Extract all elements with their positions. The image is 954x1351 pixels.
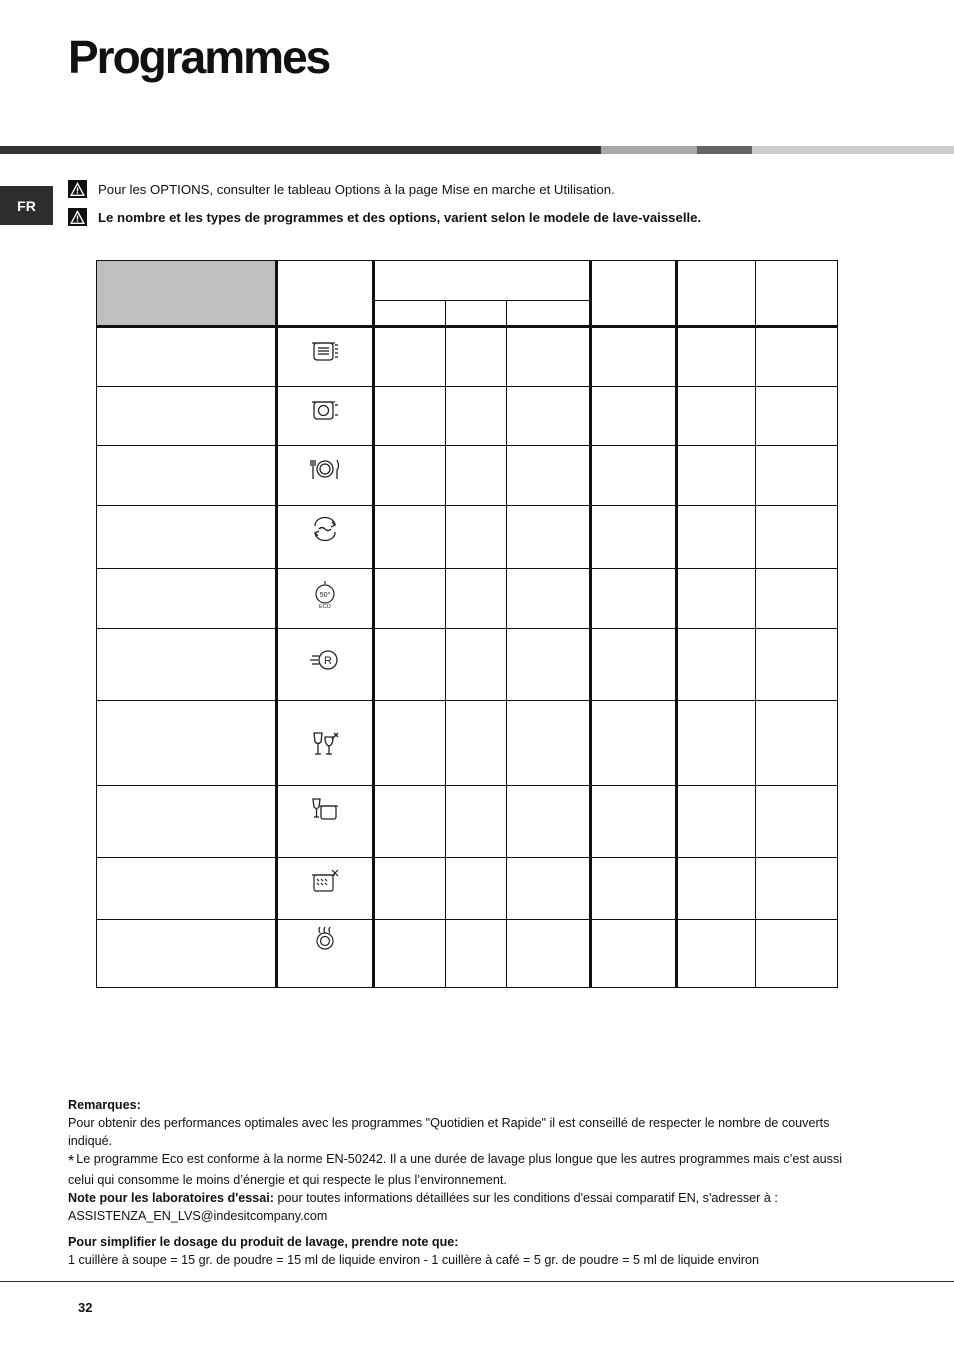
data-cell [374,327,446,387]
header-program-cell [97,261,277,327]
normal-pot-icon [310,397,340,423]
data-cell [374,701,446,786]
data-cell [591,327,677,387]
header-rule-pale [752,146,954,154]
data-cell [591,506,677,569]
header-cell [677,261,756,327]
data-cell [756,920,838,988]
delicate-glasses-icon [310,729,340,759]
program-name-cell [97,387,277,446]
data-cell [591,786,677,858]
table-header-row [97,261,838,301]
data-cell [677,327,756,387]
footnote-star: * [68,1153,75,1170]
data-cell [507,327,591,387]
data-cell [677,569,756,629]
data-cell [756,506,838,569]
lab-note [68,1189,848,1225]
data-cell [756,629,838,701]
subheader-cell [374,301,446,327]
data-cell [756,446,838,506]
options-warning [68,180,615,198]
data-cell [374,387,446,446]
program-name-cell [97,569,277,629]
data-cell [756,569,838,629]
data-cell [446,920,507,988]
daily-plate-cutlery-icon [309,456,341,482]
data-cell [677,858,756,920]
data-cell [677,920,756,988]
eco-note-text: Le programme Eco est conforme à la norme EN-50242. Il a une durée de lavage plus longue que les autres programmes mais c’est aussi celui qui consomme le moins d’énergie et qui respecte le plus l’environnement. [68,1152,843,1187]
data-cell [591,920,677,988]
data-cell [446,327,507,387]
header-rule-light [601,146,697,154]
header-rule-dark [0,146,601,154]
data-cell [507,858,591,920]
data-cell [591,569,677,629]
data-cell [446,786,507,858]
data-cell [507,506,591,569]
program-name-cell [97,506,277,569]
model-warning [68,208,701,226]
page-title: Programmes [68,31,330,83]
table-row [97,446,838,506]
subheader-cell [507,301,591,327]
data-cell [756,387,838,446]
program-symbol-cell [277,387,374,446]
data-cell [756,327,838,387]
program-symbol-cell [277,858,374,920]
data-cell [591,701,677,786]
program-name-cell [97,920,277,988]
header-rule-mid [697,146,752,154]
data-cell [507,387,591,446]
svg-text:50°: 50° [319,592,331,599]
subheader-cell [446,301,507,327]
program-name-cell [97,327,277,387]
warning-text: Le nombre et les types de programmes et des options, varient selon le modele de lave-vaisselle. [98,209,702,225]
table-row [97,506,838,569]
header-cell [756,261,838,327]
quick-wash-cycle-icon [310,516,340,542]
data-cell [591,858,677,920]
program-name-cell [97,446,277,506]
data-cell [374,786,446,858]
data-cell [677,701,756,786]
spacer [68,1225,848,1233]
program-symbol-cell [277,701,374,786]
data-cell [756,858,838,920]
program-symbol-cell [277,446,374,506]
notes-section [68,1096,848,1269]
hygiene-steam-icon [312,924,338,952]
table-row [97,629,838,701]
programs-table [96,260,838,988]
warning-triangle-icon [68,180,87,198]
header-symbol-cell [277,261,374,327]
data-cell [446,569,507,629]
soak-prewash-icon [310,868,340,896]
data-cell [374,569,446,629]
eco-50-icon [312,579,338,609]
dosage-text: 1 cuillère à soupe = 15 gr. de poudre = 15 ml de liquide environ - 1 cuillère à café = 5 gr. de poudre = 5 ml de liquide environ [68,1253,760,1267]
data-cell [446,506,507,569]
header-cell [591,261,677,327]
program-symbol-cell [277,920,374,988]
data-cell [446,446,507,506]
data-cell [507,786,591,858]
data-cell [756,701,838,786]
program-symbol-cell [277,629,374,701]
data-cell [446,701,507,786]
footer-rule [0,1281,954,1282]
intensive-pot-icon [310,338,340,364]
lab-note-text: pour toutes informations détaillées sur les conditions d'essai comparatif EN, s'adresser à : ASSISTENZA_EN_LVS@indesitcompany.com [68,1191,778,1223]
data-cell [374,446,446,506]
table-row [97,920,838,988]
program-symbol-cell [277,327,374,387]
program-name-cell [97,629,277,701]
header-group-cell [374,261,591,301]
data-cell [677,446,756,506]
data-cell [446,387,507,446]
notes-heading: Remarques: [68,1098,141,1112]
data-cell [591,629,677,701]
language-tab: FR [0,186,53,225]
data-cell [677,506,756,569]
lab-note-label: Note pour les laboratoires d'essai: [68,1191,274,1205]
data-cell [677,786,756,858]
data-cell [677,629,756,701]
table-row [97,858,838,920]
data-cell [677,387,756,446]
data-cell [507,629,591,701]
data-cell [507,701,591,786]
svg-text:R: R [324,655,332,667]
data-cell [507,920,591,988]
data-cell [591,387,677,446]
program-symbol-cell [277,786,374,858]
table-row [97,786,838,858]
program-name-cell [97,701,277,786]
page-number: 32 [78,1300,93,1315]
data-cell [507,569,591,629]
data-cell [374,629,446,701]
notes-eco-paragraph [68,1150,848,1189]
data-cell [374,858,446,920]
data-cell [374,920,446,988]
table-row [97,327,838,387]
table-row [97,387,838,446]
data-cell [374,506,446,569]
table-row [97,569,838,629]
program-name-cell [97,858,277,920]
warning-triangle-icon [68,208,87,226]
program-symbol-cell [277,506,374,569]
mixed-glass-pot-icon [310,796,340,824]
data-cell [446,629,507,701]
data-cell [446,858,507,920]
data-cell [507,446,591,506]
data-cell [591,446,677,506]
program-symbol-cell [277,569,374,629]
svg-text:ECO: ECO [319,604,331,609]
notes-paragraph: Pour obtenir des performances optimales avec les programmes "Quotidien et Rapide" il est conseillé de respecter le nombre de couverts indiqué. [68,1116,830,1148]
dosage-heading: Pour simplifier le dosage du produit de lavage, prendre note que: [68,1235,459,1249]
warning-text: Pour les OPTIONS, consulter le tableau Options à la page Mise en marche et Utilisation. [98,181,615,197]
data-cell [756,786,838,858]
rapid-r-icon [309,647,341,673]
table-row [97,701,838,786]
program-name-cell [97,786,277,858]
